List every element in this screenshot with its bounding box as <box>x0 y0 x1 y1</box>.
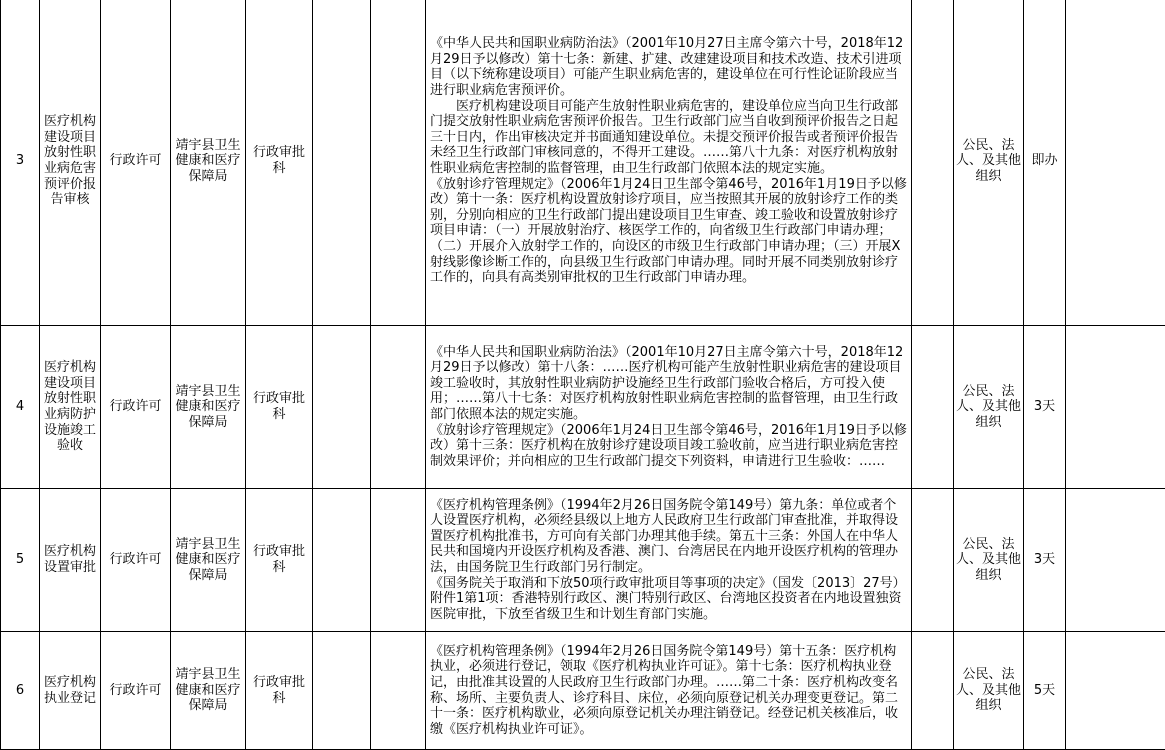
cell-empty[interactable] <box>371 489 426 632</box>
legal-basis-paragraph: 《中华人民共和国职业病防治法》（2001年10月27日主席令第六十号，2018年12月29日予以修改）第十八条：……医疗机构可能产生放射性职业病危害的建设项目竣工验收时，其放射性职业病防护设施经卫生行政部门验收合格后，方可投入使用；……第八十七条：对医疗机构放射性职业病危害控制的监督管理，由卫生行政部门依照本法的规定实施。 <box>430 345 908 423</box>
cell-number[interactable]: 3 <box>1 0 40 326</box>
cell-empty[interactable] <box>371 632 426 750</box>
cell-subject[interactable]: 公民、法人、及其他组织 <box>954 489 1024 632</box>
cell-category[interactable]: 行政许可 <box>101 489 171 632</box>
cell-empty[interactable] <box>912 0 954 326</box>
cell-department[interactable]: 靖宇县卫生健康和医疗保障局 <box>171 489 246 632</box>
cell-time-limit[interactable]: 3天 <box>1024 326 1066 489</box>
cell-time-limit[interactable]: 即办 <box>1024 0 1066 326</box>
cell-number[interactable]: 6 <box>1 632 40 750</box>
cell-category[interactable]: 行政许可 <box>101 326 171 489</box>
cell-empty[interactable] <box>912 326 954 489</box>
cell-empty[interactable] <box>1066 326 1165 489</box>
legal-basis-paragraph: 《放射诊疗管理规定》（2006年1月24日卫生部令第46号，2016年1月19日予以修改）第十一条：医疗机构设置放射诊疗项目，应当按照其开展的放射诊疗工作的类别，分别向相应的卫生行政部门提出建设项目卫生审查、竣工验收和设置放射诊疗项目申请：（一）开展放射治疗、核医学工作的，向省级卫生行政部门申请办理；（二）开展介入放射学工作的，向设区的市级卫生行政部门申请办理；（三）开展X射线影像诊断工作的，向县级卫生行政部门申请办理。同时开展不同类别放射诊疗工作的，向具有高类别审批权的卫生行政部门申请办理。 <box>430 177 908 286</box>
cell-number[interactable]: 5 <box>1 489 40 632</box>
table-row <box>1 326 1165 489</box>
cell-empty[interactable] <box>912 489 954 632</box>
cell-department[interactable]: 靖宇县卫生健康和医疗保障局 <box>171 632 246 750</box>
table-row <box>1 0 1165 326</box>
cell-subject[interactable]: 公民、法人、及其他组织 <box>954 632 1024 750</box>
cell-department[interactable]: 靖宇县卫生健康和医疗保障局 <box>171 326 246 489</box>
legal-basis-paragraph: 《医疗机构管理条例》（1994年2月26日国务院令第149号）第九条：单位或者个人设置医疗机构，必须经县级以上地方人民政府卫生行政部门审查批准，并取得设置医疗机构批准书，方可向有关部门办理其他手续。第五十三条：外国人在中华人民共和国境内开设医疗机构及香港、澳门、台湾居民在内地开设医疗机构的管理办法，由国务院卫生行政部门另行制定。 <box>430 498 908 576</box>
cell-category[interactable]: 行政许可 <box>101 0 171 326</box>
cell-time-limit[interactable]: 3天 <box>1024 489 1066 632</box>
cell-sub-category[interactable]: 行政审批科 <box>246 326 313 489</box>
cell-empty[interactable] <box>1066 0 1165 326</box>
cell-department[interactable]: 靖宇县卫生健康和医疗保障局 <box>171 0 246 326</box>
legal-basis-paragraph: 《医疗机构管理条例》（1994年2月26日国务院令第149号）第十五条：医疗机构执业，必须进行登记，领取《医疗机构执业许可证》。第十七条：医疗机构执业登记，由批准其设置的人民政府卫生行政部门办理。……第二十条：医疗机构改变名称、场所、主要负责人、诊疗科目、床位，必须向原登记机关办理变更登记。第二十一条：医疗机构歇业，必须向原登记机关办理注销登记。经登记机关核准后，收缴《医疗机构执业许可证》。 <box>430 644 908 738</box>
cell-item-name[interactable]: 医疗机构建设项目放射性职业病防护设施竣工验收 <box>40 326 101 489</box>
cell-empty[interactable] <box>371 0 426 326</box>
cell-empty[interactable] <box>1066 632 1165 750</box>
cell-empty[interactable] <box>313 0 371 326</box>
legal-basis-paragraph: 医疗机构建设项目可能产生放射性职业病危害的，建设单位应当向卫生行政部门提交放射性职业病危害预评价报告。卫生行政部门应当自收到预评价报告之日起三十日内，作出审核决定并书面通知建设单位。未提交预评价报告或者预评价报告未经卫生行政部门审核同意的，不得开工建设。……第八十九条：对医疗机构放射性职业病危害控制的监督管理，由卫生行政部门依照本法的规定实施。 <box>430 99 908 177</box>
cell-sub-category[interactable]: 行政审批科 <box>246 0 313 326</box>
cell-empty[interactable] <box>313 489 371 632</box>
cell-legal-basis[interactable] <box>426 632 912 750</box>
table-row <box>1 632 1165 750</box>
cell-empty[interactable] <box>313 632 371 750</box>
cell-subject[interactable]: 公民、法人、及其他组织 <box>954 0 1024 326</box>
cell-empty[interactable] <box>912 632 954 750</box>
cell-empty[interactable] <box>371 326 426 489</box>
cell-category[interactable]: 行政许可 <box>101 632 171 750</box>
cell-legal-basis[interactable] <box>426 0 912 326</box>
legal-basis-paragraph: 《放射诊疗管理规定》（2006年1月24日卫生部令第46号，2016年1月19日予以修改）第十三条：医疗机构在放射诊疗建设项目竣工验收前，应当进行职业病危害控制效果评价；并向相应的卫生行政部门提交下列资料，申请进行卫生验收：…… <box>430 423 908 470</box>
legal-basis-paragraph: 《国务院关于取消和下放50项行政审批项目等事项的决定》（国发〔2013〕27号）附件1第1项：香港特别行政区、澳门特别行政区、台湾地区投资者在内地设置独资医院审批，下放至省级卫生和计划生育部门实施。 <box>430 576 908 623</box>
cell-empty[interactable] <box>313 326 371 489</box>
cell-sub-category[interactable]: 行政审批科 <box>246 632 313 750</box>
cell-empty[interactable] <box>1066 489 1165 632</box>
cell-item-name[interactable]: 医疗机构设置审批 <box>40 489 101 632</box>
cell-sub-category[interactable]: 行政审批科 <box>246 489 313 632</box>
legal-basis-paragraph: 《中华人民共和国职业病防治法》（2001年10月27日主席令第六十号，2018年12月29日予以修改）第十七条：新建、扩建、改建建设项目和技术改造、技术引进项目（以下统称建设项目）可能产生职业病危害的，建设单位在可行性论证阶段应当进行职业病危害预评价。 <box>430 36 908 98</box>
cell-number[interactable]: 4 <box>1 326 40 489</box>
cell-time-limit[interactable]: 5天 <box>1024 632 1066 750</box>
table-row <box>1 489 1165 632</box>
cell-legal-basis[interactable] <box>426 326 912 489</box>
cell-item-name[interactable]: 医疗机构建设项目放射性职业病危害预评价报告审核 <box>40 0 101 326</box>
cell-legal-basis[interactable] <box>426 489 912 632</box>
cell-item-name[interactable]: 医疗机构执业登记 <box>40 632 101 750</box>
cell-subject[interactable]: 公民、法人、及其他组织 <box>954 326 1024 489</box>
